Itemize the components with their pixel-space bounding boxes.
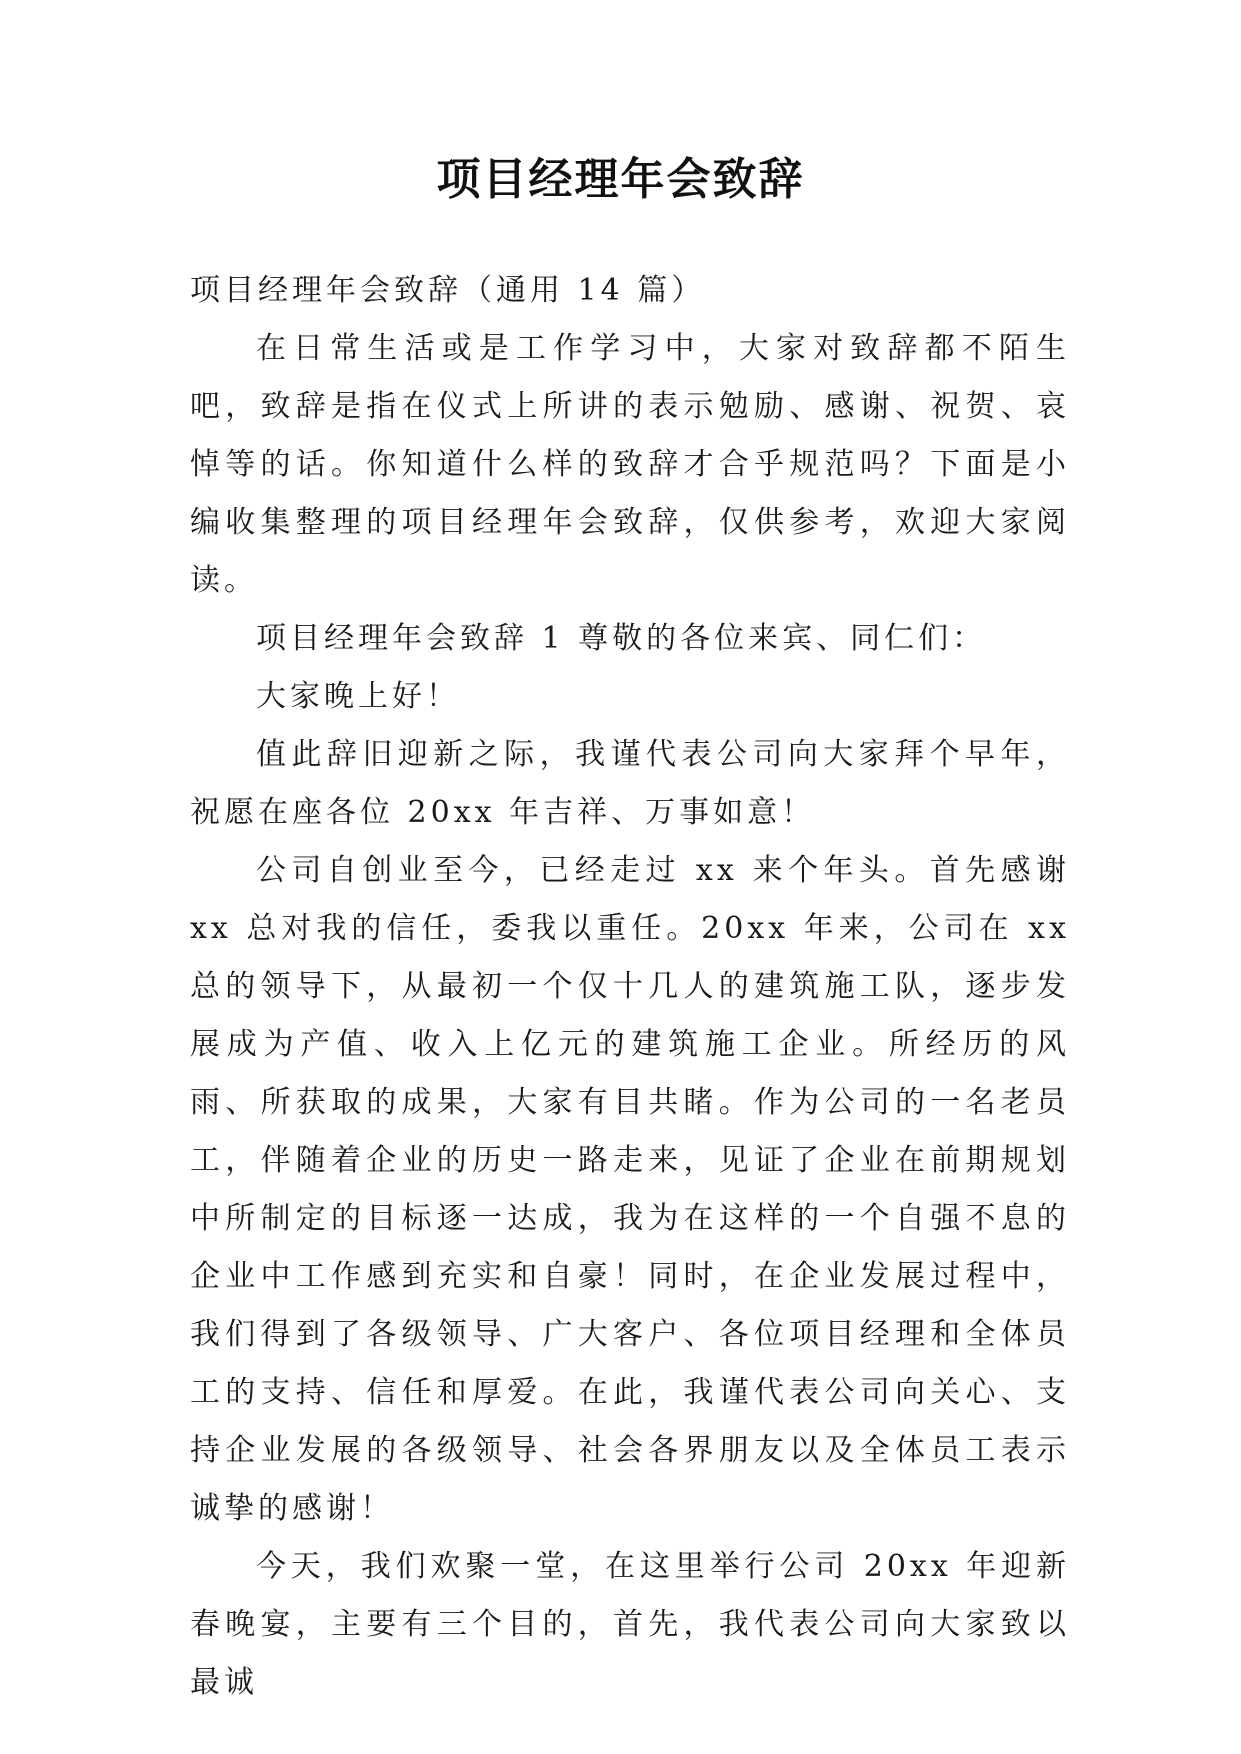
paragraph-new-year-wishes: 值此辞旧迎新之际，我谨代表公司向大家拜个早年，祝愿在座各位 20xx 年吉祥、万事如意！ bbox=[190, 737, 1070, 830]
document-title: 项目经理年会致辞 bbox=[436, 154, 805, 205]
paragraph-intro: 在日常生活或是工作学习中，大家对致辞都不陌生吧，致辞是指在仪式上所讲的表示勉励、感谢、祝贺、哀悼等的话。你知道什么样的致辞才合乎规范吗？下面是小编收集整理的项目经理年会致辞，仅供参考，欢迎大家阅读。 bbox=[190, 331, 1070, 598]
paragraph-greeting: 大家晚上好！ bbox=[256, 679, 460, 714]
paragraph-speech-heading: 项目经理年会致辞 1 尊敬的各位来宾、同仁们： bbox=[256, 621, 987, 656]
document-subtitle: 项目经理年会致辞（通用 14 篇） bbox=[190, 273, 706, 308]
paragraph-gathering: 今天，我们欢聚一堂，在这里举行公司 20xx 年迎新春晚宴，主要有三个目的，首先，我代表公司向大家致以最诚 bbox=[190, 1549, 1070, 1700]
document-body bbox=[190, 262, 1070, 1712]
paragraph-company-history: 公司自创业至今，已经走过 xx 来个年头。首先感谢 xx 总对我的信任，委我以重任。20xx 年来，公司在 xx 总的领导下，从最初一个仅十几人的建筑施工队，逐步发展成为产值、收入上亿元的建筑施工企业。所经历的风雨、所获取的成果，大家有目共睹。作为公司的一名老员工，伴随着企业的历史一路走来，见证了企业在前期规划中所制定的目标逐一达成，我为在这样的一个自强不息的企业中工作感到充实和自豪！同时，在企业发展过程中，我们得到了各级领导、广大客户、各位项目经理和全体员工的支持、信任和厚爱。在此，我谨代表公司向关心、支持企业发展的各级领导、社会各界朋友以及全体员工表示诚挚的感谢！ bbox=[190, 853, 1070, 1526]
